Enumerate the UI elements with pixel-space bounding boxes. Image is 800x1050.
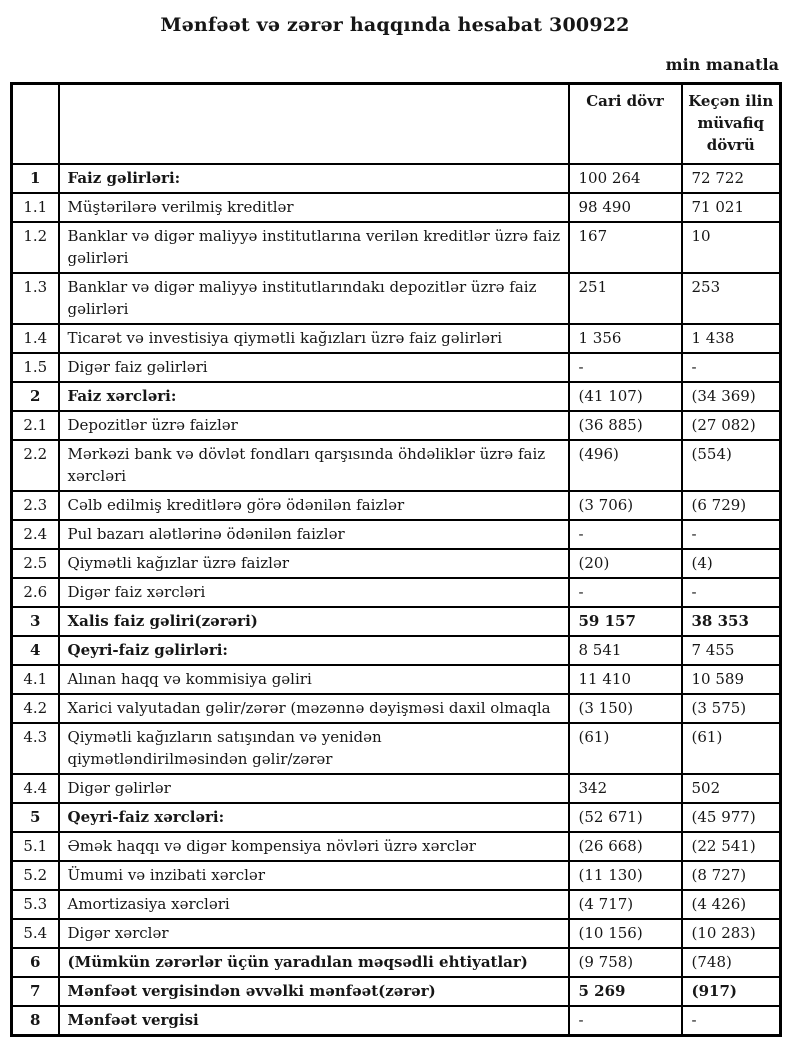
- row-label: Qiymətli kağızların satışından və yenidən qiymətləndirilməsindən gəlir/zərər: [59, 723, 569, 774]
- current-period-value: -: [569, 578, 682, 607]
- row-number: 5: [12, 803, 59, 832]
- table-row: [12, 324, 781, 353]
- current-period-value: (52 671): [569, 803, 682, 832]
- row-number: 2.4: [12, 520, 59, 549]
- previous-period-value: (3 575): [682, 694, 781, 723]
- current-period-value: (4 717): [569, 890, 682, 919]
- table-row: [12, 723, 781, 774]
- current-period-value: 8 541: [569, 636, 682, 665]
- table-row: [12, 803, 781, 832]
- row-label: Alınan haqq və kommisiya gəliri: [59, 665, 569, 694]
- current-period-value: (496): [569, 440, 682, 491]
- row-label: Mənfəət vergisindən əvvəlki mənfəət(zərər): [59, 977, 569, 1006]
- previous-period-value: 10 589: [682, 665, 781, 694]
- row-label: Qeyri-faiz xərcləri:: [59, 803, 569, 832]
- previous-period-value: 1 438: [682, 324, 781, 353]
- row-number-header: [12, 84, 59, 164]
- row-number: 1: [12, 164, 59, 193]
- row-label: Xalis faiz gəliri(zərəri): [59, 607, 569, 636]
- row-label: (Mümkün zərərlər üçün yaradılan məqsədli ehtiyatlar): [59, 948, 569, 977]
- previous-period-value: (34 369): [682, 382, 781, 411]
- page-title: Mənfəət və zərər haqqında hesabat 300922: [160, 14, 630, 36]
- row-number: 8: [12, 1006, 59, 1036]
- table-row: [12, 273, 781, 324]
- row-label: Cəlb edilmiş kreditlərə görə ödənilən faizlər: [59, 491, 569, 520]
- previous-period-value: 72 722: [682, 164, 781, 193]
- row-label: Banklar və digər maliyyə institutlarındakı depozitlər üzrə faiz gəlirləri: [59, 273, 569, 324]
- row-number: 2: [12, 382, 59, 411]
- table-row: [12, 411, 781, 440]
- row-number: 6: [12, 948, 59, 977]
- row-number: 1.2: [12, 222, 59, 273]
- report-table: [10, 82, 782, 1037]
- table-row: [12, 549, 781, 578]
- current-period-value: -: [569, 353, 682, 382]
- previous-period-value: 38 353: [682, 607, 781, 636]
- row-label: Müştərilərə verilmiş kreditlər: [59, 193, 569, 222]
- header-row: [12, 84, 781, 164]
- previous-period-value: (27 082): [682, 411, 781, 440]
- row-label: Faiz gəlirləri:: [59, 164, 569, 193]
- current-period-value: (36 885): [569, 411, 682, 440]
- previous-period-header: Keçən ilin müvafiq dövrü: [682, 84, 781, 164]
- row-label: Digər gəlirlər: [59, 774, 569, 803]
- table-row: [12, 832, 781, 861]
- table-row: [12, 353, 781, 382]
- row-label: Əmək haqqı və digər kompensiya növləri üzrə xərclər: [59, 832, 569, 861]
- table-row: [12, 1006, 781, 1036]
- row-label: Pul bazarı alətlərinə ödənilən faizlər: [59, 520, 569, 549]
- current-period-value: (26 668): [569, 832, 682, 861]
- previous-period-value: 71 021: [682, 193, 781, 222]
- row-label: Qeyri-faiz gəlirləri:: [59, 636, 569, 665]
- table-row: [12, 977, 781, 1006]
- row-number: 4.4: [12, 774, 59, 803]
- previous-period-value: (10 283): [682, 919, 781, 948]
- table-row: [12, 491, 781, 520]
- current-period-value: (3 150): [569, 694, 682, 723]
- row-label: Digər xərclər: [59, 919, 569, 948]
- row-number: 2.1: [12, 411, 59, 440]
- table-row: [12, 665, 781, 694]
- previous-period-value: -: [682, 353, 781, 382]
- row-number: 3: [12, 607, 59, 636]
- row-number: 1.1: [12, 193, 59, 222]
- previous-period-value: (45 977): [682, 803, 781, 832]
- row-number: 2.3: [12, 491, 59, 520]
- row-label: Xarici valyutadan gəlir/zərər (məzənnə dəyişməsi daxil olmaqla: [59, 694, 569, 723]
- row-label: Digər faiz xərcləri: [59, 578, 569, 607]
- table-row: [12, 164, 781, 193]
- table-row: [12, 948, 781, 977]
- previous-period-value: (554): [682, 440, 781, 491]
- row-number: 2.6: [12, 578, 59, 607]
- row-number: 4.1: [12, 665, 59, 694]
- previous-period-value: 253: [682, 273, 781, 324]
- table-row: [12, 919, 781, 948]
- current-period-value: 167: [569, 222, 682, 273]
- table-row: [12, 520, 781, 549]
- previous-period-value: 502: [682, 774, 781, 803]
- row-number: 2.2: [12, 440, 59, 491]
- previous-period-value: (22 541): [682, 832, 781, 861]
- previous-period-value: (8 727): [682, 861, 781, 890]
- previous-period-value: -: [682, 578, 781, 607]
- row-number: 4.3: [12, 723, 59, 774]
- previous-period-value: (6 729): [682, 491, 781, 520]
- previous-period-value: (917): [682, 977, 781, 1006]
- current-period-value: 59 157: [569, 607, 682, 636]
- row-number: 5.1: [12, 832, 59, 861]
- current-period-value: -: [569, 1006, 682, 1036]
- table-row: [12, 861, 781, 890]
- row-number: 5.2: [12, 861, 59, 890]
- row-number: 4: [12, 636, 59, 665]
- current-period-value: (61): [569, 723, 682, 774]
- current-period-value: 251: [569, 273, 682, 324]
- previous-period-value: -: [682, 520, 781, 549]
- table-row: [12, 440, 781, 491]
- current-period-value: 11 410: [569, 665, 682, 694]
- current-period-value: 342: [569, 774, 682, 803]
- current-period-header: Cari dövr: [569, 84, 682, 164]
- table-row: [12, 774, 781, 803]
- unit-note: min manatla: [665, 55, 779, 74]
- table-row: [12, 193, 781, 222]
- table-row: [12, 890, 781, 919]
- row-label: Digər faiz gəlirləri: [59, 353, 569, 382]
- row-number: 1.3: [12, 273, 59, 324]
- item-header: [59, 84, 569, 164]
- row-number: 1.5: [12, 353, 59, 382]
- row-label: Amortizasiya xərcləri: [59, 890, 569, 919]
- current-period-value: (41 107): [569, 382, 682, 411]
- row-label: Mənfəət vergisi: [59, 1006, 569, 1036]
- previous-period-value: 10: [682, 222, 781, 273]
- table-row: [12, 607, 781, 636]
- current-period-value: (9 758): [569, 948, 682, 977]
- row-label: Mərkəzi bank və dövlət fondları qarşısında öhdəliklər üzrə faiz xərcləri: [59, 440, 569, 491]
- current-period-value: 98 490: [569, 193, 682, 222]
- row-label: Ticarət və investisiya qiymətli kağızları üzrə faiz gəlirləri: [59, 324, 569, 353]
- row-label: Qiymətli kağızlar üzrə faizlər: [59, 549, 569, 578]
- table-row: [12, 636, 781, 665]
- current-period-value: (11 130): [569, 861, 682, 890]
- table-row: [12, 222, 781, 273]
- current-period-value: (20): [569, 549, 682, 578]
- current-period-value: -: [569, 520, 682, 549]
- table-row: [12, 578, 781, 607]
- row-label: Faiz xərcləri:: [59, 382, 569, 411]
- row-number: 4.2: [12, 694, 59, 723]
- previous-period-value: -: [682, 1006, 781, 1036]
- row-number: 1.4: [12, 324, 59, 353]
- current-period-value: (10 156): [569, 919, 682, 948]
- previous-period-value: (4 426): [682, 890, 781, 919]
- previous-period-value: (4): [682, 549, 781, 578]
- row-label: Banklar və digər maliyyə institutlarına verilən kreditlər üzrə faiz gəlirləri: [59, 222, 569, 273]
- current-period-value: 5 269: [569, 977, 682, 1006]
- row-label: Depozitlər üzrə faizlər: [59, 411, 569, 440]
- current-period-value: 100 264: [569, 164, 682, 193]
- report-table-body: [12, 164, 781, 1036]
- previous-period-value: (748): [682, 948, 781, 977]
- row-number: 5.4: [12, 919, 59, 948]
- current-period-value: 1 356: [569, 324, 682, 353]
- row-number: 7: [12, 977, 59, 1006]
- table-row: [12, 694, 781, 723]
- row-label: Ümumi və inzibati xərclər: [59, 861, 569, 890]
- previous-period-value: 7 455: [682, 636, 781, 665]
- current-period-value: (3 706): [569, 491, 682, 520]
- previous-period-value: (61): [682, 723, 781, 774]
- row-number: 5.3: [12, 890, 59, 919]
- table-row: [12, 382, 781, 411]
- row-number: 2.5: [12, 549, 59, 578]
